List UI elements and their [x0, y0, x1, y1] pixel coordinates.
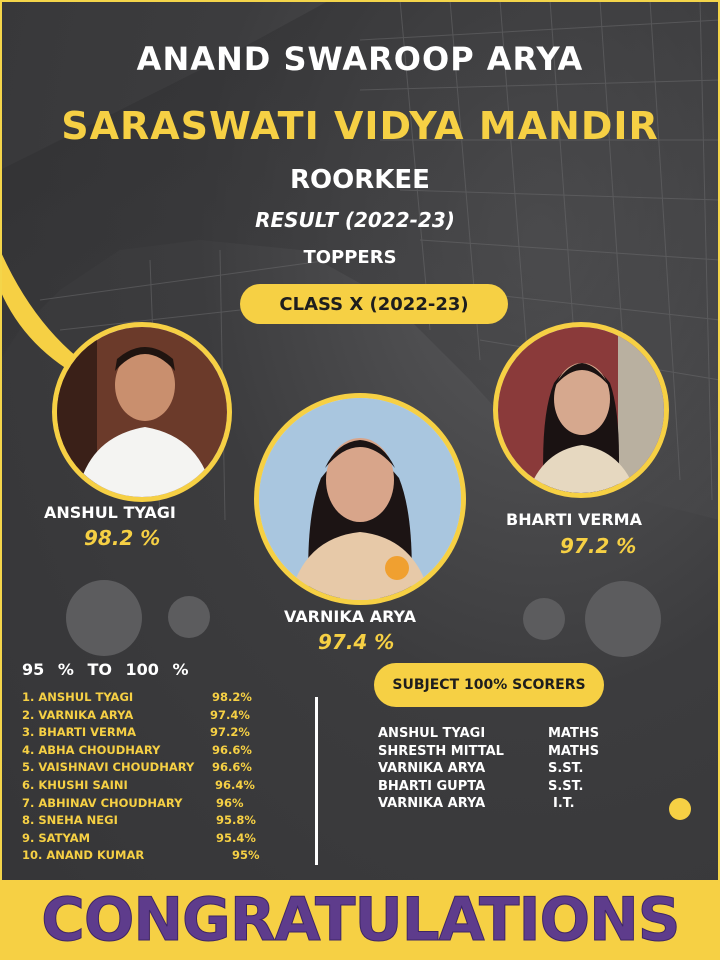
topper-3-percent: 97.2 % — [560, 534, 637, 558]
list-item: 1. ANSHUL TYAGI 98.2% — [22, 690, 252, 704]
result-title: RESULT (2022-23) — [255, 208, 455, 232]
topper-photo-1 — [52, 322, 232, 502]
topper-2-name: VARNIKA ARYA — [284, 607, 416, 626]
topper-2-percent: 97.4 % — [318, 630, 395, 654]
congratulations-text: CONGRATULATIONS — [40, 885, 680, 955]
city-name: ROORKEE — [290, 165, 430, 195]
decor-circle — [168, 596, 210, 638]
list-item: 6. KHUSHI SAINI 96.4% — [22, 777, 255, 792]
toppers-heading: TOPPERS — [303, 247, 397, 268]
list-item: 10. ANAND KUMAR 95% — [22, 848, 260, 863]
range-heading: 95 % TO 100 % — [22, 660, 189, 679]
school-name-line2: SARASWATI VIDYA MANDIR — [61, 104, 659, 148]
list-item: VARNIKA ARYA I.T. — [378, 796, 575, 811]
decor-circle — [523, 598, 565, 640]
class-badge: CLASS X (2022-23) — [240, 284, 508, 324]
topper-1-name: ANSHUL TYAGI — [44, 503, 176, 522]
list-item: SHRESTH MITTAL MATHS — [378, 743, 600, 759]
list-item: 9. SATYAM 95.4% — [22, 830, 256, 845]
subject-scorers-badge: SUBJECT 100% SCORERS — [374, 663, 604, 707]
list-item: 8. SNEHA NEGI 95.8% — [22, 813, 256, 828]
list-item: 4. ABHA CHOUDHARY 96.6% — [22, 742, 252, 757]
congratulations-banner — [0, 880, 720, 960]
list-item: ANSHUL TYAGI MATHS — [378, 726, 600, 741]
school-name-line1: ANAND SWAROOP ARYA — [136, 40, 584, 78]
divider — [315, 697, 318, 865]
list-item: 3. BHARTI VERMA 97.2% — [22, 725, 250, 740]
decor-circle — [585, 581, 661, 657]
toppers-list — [22, 690, 292, 866]
list-item: BHARTI GUPTA S.ST. — [378, 778, 584, 794]
list-item: VARNIKA ARYA S.ST. — [378, 761, 584, 776]
decor-circle — [66, 580, 142, 656]
topper-photo-2 — [254, 393, 466, 605]
decor-dot — [669, 798, 691, 820]
topper-1-percent: 98.2 % — [84, 526, 161, 550]
topper-3-name: BHARTI VERMA — [506, 510, 642, 529]
topper-photo-3 — [493, 322, 669, 498]
subject-scorers-list — [378, 726, 678, 814]
list-item: 7. ABHINAV CHOUDHARY 96% — [22, 795, 244, 810]
list-item: 5. VAISHNAVI CHOUDHARY 96.6% — [22, 760, 252, 775]
list-item: 2. VARNIKA ARYA 97.4% — [22, 707, 250, 722]
